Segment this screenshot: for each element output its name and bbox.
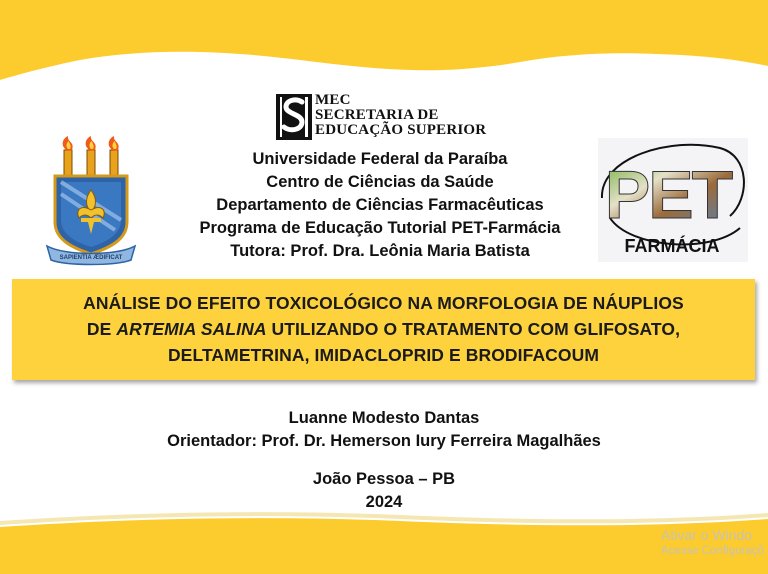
mec-line-1: MEC — [315, 92, 351, 108]
title-line-2-prefix: DE — [86, 319, 117, 339]
pet-farmacia-logo-icon — [590, 138, 754, 262]
windows-activation-watermark — [661, 526, 764, 559]
ufpb-crest-icon — [45, 136, 137, 268]
year-label: 2024 — [365, 493, 403, 511]
watermark-line-1: Ativar o Windo — [661, 527, 753, 543]
crest-ribbon-text: SAPIENTIA ÆDIFICAT — [59, 255, 123, 261]
mec-secretaria-label — [315, 93, 535, 138]
center-name: Centro de Ciências da Saúde — [266, 173, 494, 191]
mec-logo-icon — [276, 94, 312, 140]
watermark-line-2: Acesse Configuraçõ — [661, 545, 764, 557]
program-name: Programa de Educação Tutorial PET-Farmácia — [199, 219, 561, 237]
advisor-name: Orientador: Prof. Dr. Hemerson Iury Ferreira Magalhães — [167, 432, 601, 450]
presentation-title — [12, 290, 755, 368]
mec-line-3: EDUCAÇÃO SUPERIOR — [315, 122, 487, 138]
tutor-name: Tutora: Prof. Dra. Leônia Maria Batista — [230, 242, 530, 260]
authors-block — [84, 407, 684, 453]
student-name: Luanne Modesto Dantas — [288, 409, 480, 427]
farmacia-word: FARMÁCIA — [624, 236, 720, 256]
institution-block — [140, 148, 620, 263]
city-label: João Pessoa – PB — [312, 470, 456, 488]
title-line-2 — [12, 316, 755, 342]
department-name: Departamento de Ciências Farmacêuticas — [216, 196, 544, 214]
bottom-wave-decoration — [0, 505, 768, 574]
university-name: Universidade Federal da Paraíba — [252, 150, 508, 168]
species-name: ARTEMIA SALINA — [116, 319, 267, 339]
mec-line-2: SECRETARIA DE — [315, 107, 439, 123]
title-line-3: DELTAMETRINA, IMIDACLOPRID E BRODIFACOUM — [167, 345, 600, 365]
title-line-1: ANÁLISE DO EFEITO TOXICOLÓGICO NA MORFOLOGIA DE NÁUPLIOS — [83, 293, 684, 313]
title-banner — [12, 279, 755, 380]
pet-word: PET — [604, 157, 732, 233]
top-wave-decoration — [0, 0, 768, 90]
title-line-2-suffix: UTILIZANDO O TRATAMENTO COM GLIFOSATO, — [266, 319, 681, 339]
